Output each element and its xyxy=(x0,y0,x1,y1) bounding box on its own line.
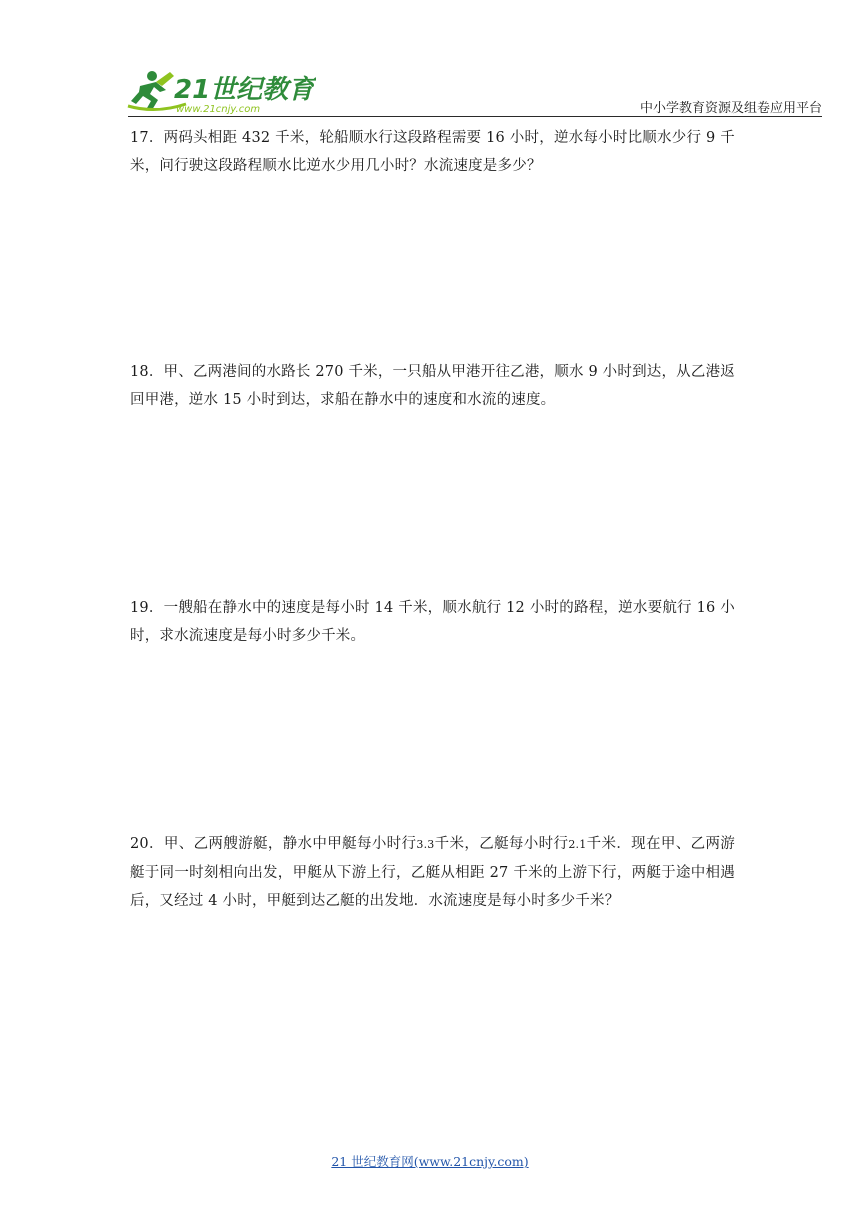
page-header xyxy=(0,0,860,120)
question-20 xyxy=(130,830,735,915)
logo-url: www.21cnjy.com xyxy=(176,104,261,115)
question-20-part2: 千米，乙艇每小时行 xyxy=(434,836,569,852)
logo-wordmark: 21世纪教育 xyxy=(174,75,315,105)
brand-logo[interactable] xyxy=(126,68,316,116)
speed-b-value: 2.1 xyxy=(568,838,587,851)
question-18-text: 18．甲、乙两港间的水路长 270 千米，一只船从甲港开往乙港，顺水 9 小时到达，从乙港返回甲港，逆水 15 小时到达，求船在静水中的速度和水流的速度。 xyxy=(130,364,735,408)
page-footer xyxy=(0,1152,860,1170)
question-20-part3: 千米．现在甲、乙两游艇于同一时刻相向出发，甲艇从下游上行，乙艇从相距 27 千米的上游下行，两艇于途中相遇后，又经过 4 小时，甲艇到达乙艇的出发地．水流速度是每小时多少千米？ xyxy=(130,836,736,909)
platform-tagline: 中小学教育资源及组卷应用平台 xyxy=(639,101,822,116)
header-divider xyxy=(128,116,822,117)
speed-a-value: 3.3 xyxy=(416,838,435,851)
question-19-text: 19．一艘船在静水中的速度是每小时 14 千米，顺水航行 12 小时的路程，逆水要航行 16 小时，求水流速度是每小时多少千米。 xyxy=(130,600,735,644)
question-20-text xyxy=(130,830,735,915)
question-19 xyxy=(130,594,735,650)
question-17-text: 17．两码头相距 432 千米，轮船顺水行这段路程需要 16 小时，逆水每小时比顺水少行 9 千米，问行驶这段路程顺水比逆水少用几小时？水流速度是多少？ xyxy=(130,130,735,174)
question-17 xyxy=(130,124,735,180)
question-18 xyxy=(130,358,735,414)
footer-link[interactable]: 21 世纪教育网(www.21cnjy.com) xyxy=(331,1154,529,1169)
runner-logo-icon xyxy=(126,68,316,116)
question-20-part1: 20．甲、乙两艘游艇，静水中甲艇每小时行 xyxy=(130,836,417,852)
